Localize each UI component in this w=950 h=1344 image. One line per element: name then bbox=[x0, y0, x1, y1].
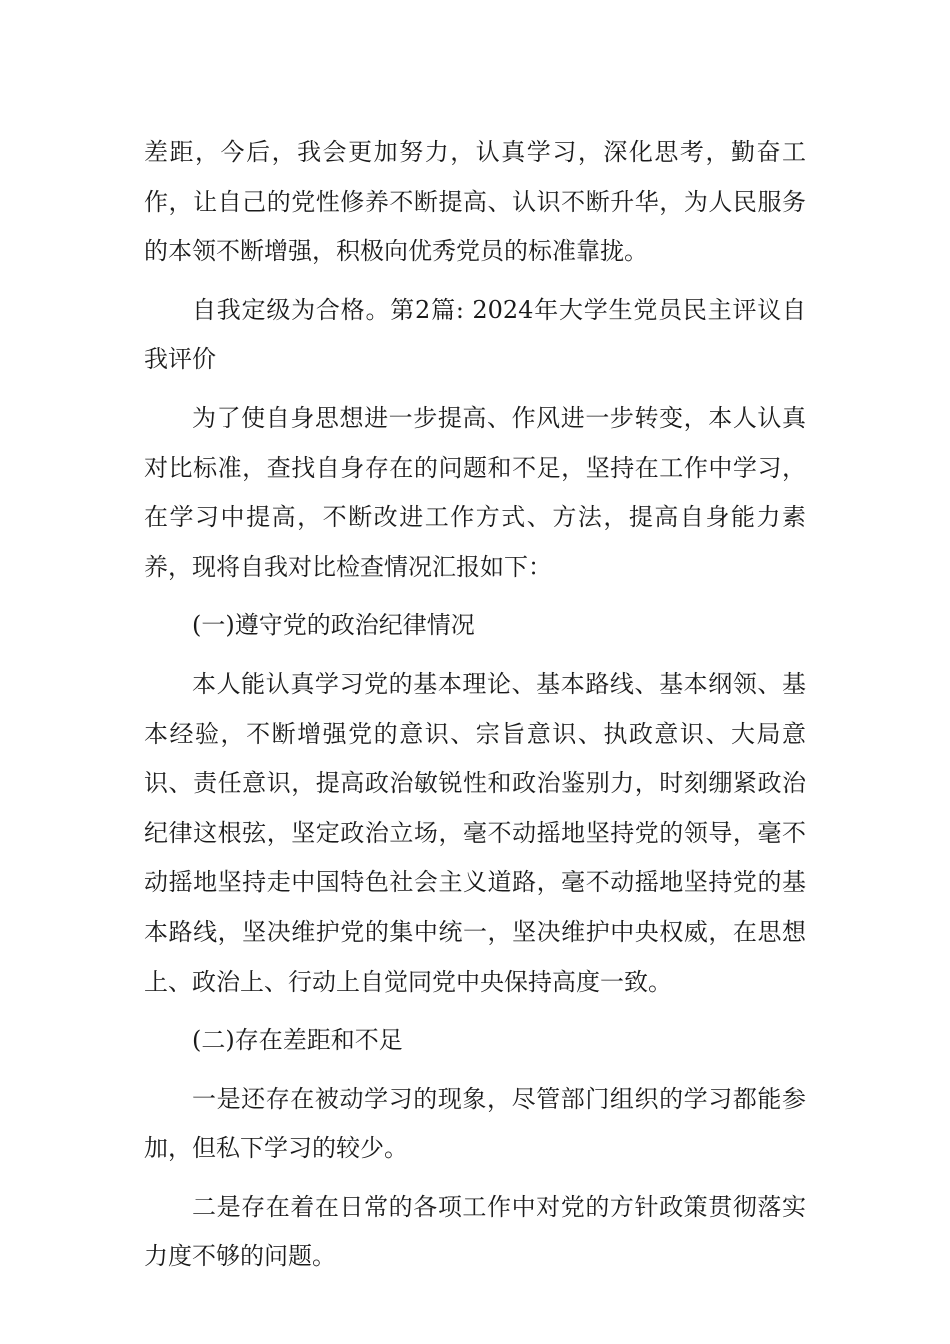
paragraph-self-rating: 自我定级为合格。第2篇: 2024年大学生党员民主评议自我评价 bbox=[144, 295, 806, 374]
document-body bbox=[144, 128, 806, 1291]
section-heading-1: (一)遵守党的政治纪律情况 bbox=[192, 611, 475, 640]
paragraph-intro: 为了使自身思想进一步提高、作风进一步转变，本人认真对比标准，查找自身存在的问题和不足，坚持在工作中学习，在学习中提高，不断改进工作方式、方法，提高自身能力素养，现将自我对比检查情况汇报如下： bbox=[144, 403, 806, 581]
paragraph-shortcoming-1: 一是还存在被动学习的现象，尽管部门组织的学习都能参加，但私下学习的较少。 bbox=[144, 1084, 806, 1163]
section-heading-2: (二)存在差距和不足 bbox=[192, 1026, 403, 1055]
paragraph-continuation: 差距，今后，我会更加努力，认真学习，深化思考，勤奋工作，让自己的党性修养不断提高、认识不断升华，为人民服务的本领不断增强，积极向优秀党员的标准靠拢。 bbox=[144, 138, 806, 266]
paragraph-political-discipline: 本人能认真学习党的基本理论、基本路线、基本纲领、基本经验，不断增强党的意识、宗旨意识、执政意识、大局意识、责任意识，提高政治敏锐性和政治鉴别力，时刻绷紧政治纪律这根弦，坚定政治立场，毫不动摇地坚持党的领导，毫不动摇地坚持走中国特色社会主义道路，毫不动摇地坚持党的基本路线，坚决维护党的集中统一，坚决维护中央权威，在思想上、政治上、行动上自觉同党中央保持高度一致。 bbox=[144, 669, 806, 996]
paragraph-shortcoming-2: 二是存在着在日常的各项工作中对党的方针政策贯彻落实力度不够的问题。 bbox=[144, 1192, 806, 1271]
